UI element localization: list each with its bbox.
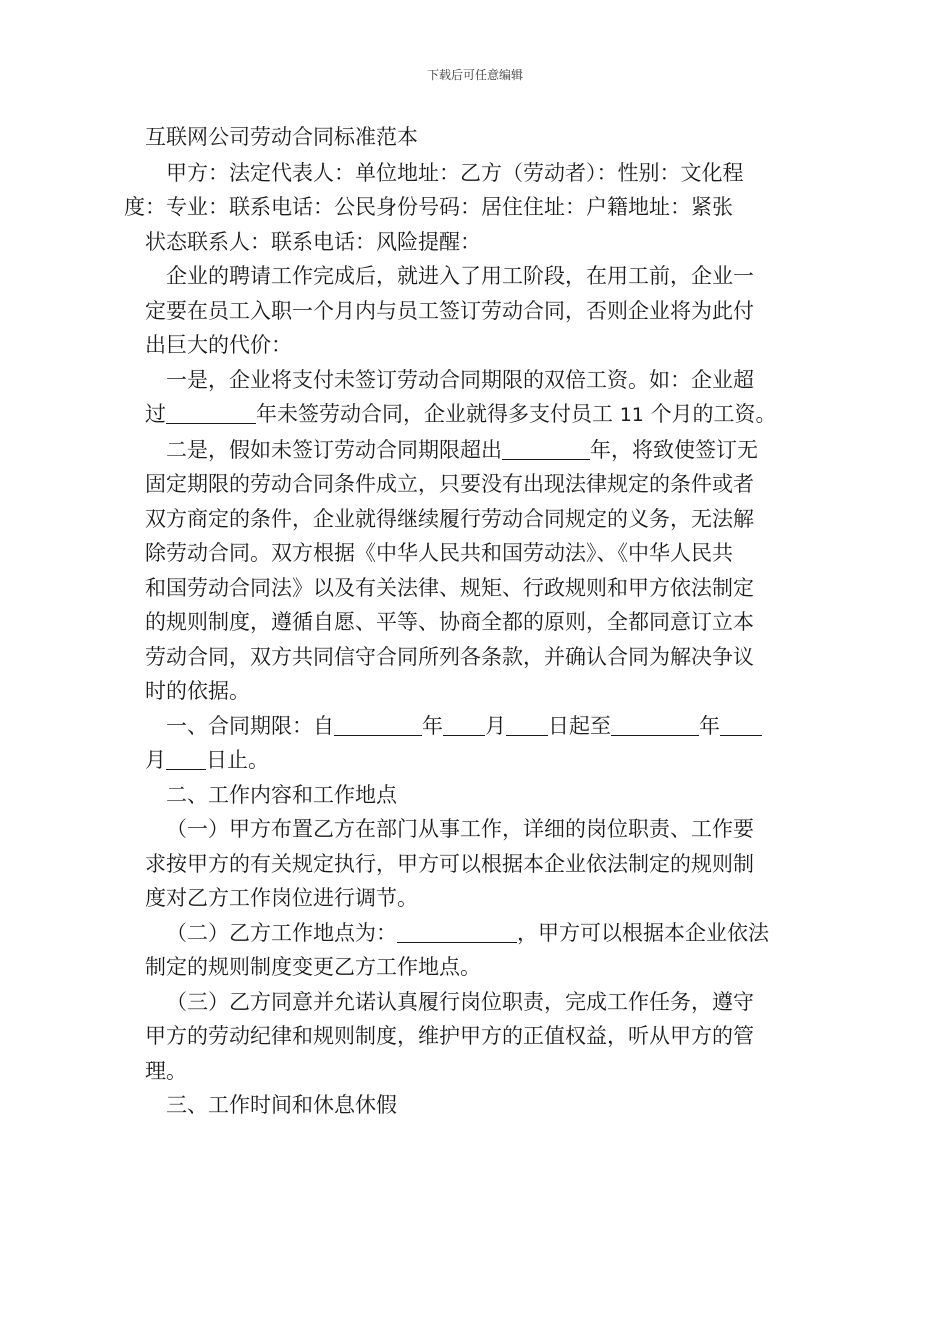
text-line: 劳动合同，双方共同信守合同所列各条款，并确认合同为解决争议 bbox=[145, 644, 754, 669]
consequence-one-paragraph bbox=[145, 363, 807, 433]
blank-exceed-years-field[interactable] bbox=[502, 439, 590, 460]
text-segment: 年 bbox=[699, 713, 720, 738]
text-segment: 年，将致使签订无 bbox=[590, 437, 758, 462]
text-segment: 年未签劳动合同，企业就得多支付员工 bbox=[256, 402, 613, 426]
text-line bbox=[145, 709, 807, 744]
text-line: 定要在员工入职一个月内与员工签订劳动合同，否则企业将为此付 bbox=[145, 298, 754, 323]
document-body bbox=[124, 120, 807, 1123]
text-line: 状态联系人：联系电话：风险提醒： bbox=[145, 229, 481, 254]
text-segment: （二）乙方工作地点为： bbox=[166, 920, 397, 945]
parties-paragraph bbox=[124, 156, 807, 260]
blank-end-month-field[interactable] bbox=[720, 715, 762, 736]
section-2-heading: 二、工作内容和工作地点 bbox=[166, 782, 397, 807]
text-segment: 二是，假如未签订劳动合同期限超出 bbox=[166, 437, 502, 462]
text-line: 度：专业：联系电话：公民身份号码：居住住址：户籍地址：紧张 bbox=[124, 195, 733, 219]
text-line: 时的依据。 bbox=[145, 679, 250, 703]
text-line: 理。 bbox=[145, 1058, 187, 1083]
text-segment: 月 bbox=[485, 713, 506, 738]
section-2-item-3 bbox=[145, 985, 807, 1089]
text-line: （一）甲方布置乙方在部门从事工作，详细的岗位职责、工作要 bbox=[166, 817, 754, 841]
text-segment: 一、合同期限：自 bbox=[166, 713, 334, 738]
text-line: 出巨大的代价： bbox=[145, 333, 292, 357]
text-segment: 个月的工资。 bbox=[650, 402, 777, 426]
text-segment: 过 bbox=[145, 402, 166, 426]
contract-term-paragraph bbox=[145, 709, 807, 778]
text-line: 制定的规则制度变更乙方工作地点。 bbox=[145, 955, 481, 979]
text-line: 求按甲方的有关规定执行，甲方可以根据本企业依法制定的规则制 bbox=[145, 851, 754, 876]
blank-start-month-field[interactable] bbox=[443, 715, 485, 736]
section-3-heading: 三、工作时间和休息休假 bbox=[166, 1093, 397, 1117]
blank-start-day-field[interactable] bbox=[506, 715, 548, 736]
blank-end-year-field[interactable] bbox=[611, 715, 699, 736]
text-line bbox=[124, 743, 807, 778]
risk-paragraph bbox=[145, 259, 807, 363]
text-line: 固定期限的劳动合同条件成立，只要没有出现法律规定的条件或者 bbox=[145, 472, 754, 496]
text-line bbox=[124, 397, 807, 433]
blank-work-location-field[interactable] bbox=[397, 922, 517, 943]
text-line: 一是，企业将支付未签订劳动合同期限的双倍工资。如：企业超 bbox=[166, 367, 754, 392]
text-line: 除劳动合同。双方根据《中华人民共和国劳动法》、《中华人民共 bbox=[145, 541, 733, 565]
section-2-item-2 bbox=[145, 916, 807, 985]
text-line: 的规则制度，遵循自愿、平等、协商全都的原则，全都同意订立本 bbox=[145, 610, 754, 634]
blank-start-year-field[interactable] bbox=[334, 715, 422, 736]
text-segment: ，甲方可以根据本企业依法 bbox=[517, 920, 769, 945]
text-line: 企业的聘请工作完成后，就进入了用工阶段，在用工前，企业一 bbox=[166, 264, 754, 288]
document-title: 互联网公司劳动合同标准范本 bbox=[145, 125, 418, 149]
text-segment: 日止。 bbox=[206, 748, 269, 772]
text-line: 甲方：法定代表人：单位地址：乙方（劳动者）：性别：文化程 bbox=[166, 160, 744, 185]
page-header-note: 下载后可任意编辑 bbox=[426, 68, 523, 82]
blank-years-field[interactable] bbox=[166, 403, 256, 424]
text-line: （三）乙方同意并允诺认真履行岗位职责，完成工作任务，遵守 bbox=[166, 989, 754, 1014]
blank-end-day-field[interactable] bbox=[166, 749, 206, 770]
text-line: 双方商定的条件，企业就得继续履行劳动合同规定的义务，无法解 bbox=[145, 506, 754, 531]
text-line bbox=[145, 433, 807, 468]
text-line: 和国劳动合同法》以及有关法律、规矩、行政规则和甲方依法制定 bbox=[145, 575, 754, 600]
text-line: 度对乙方工作岗位进行调节。 bbox=[145, 886, 418, 910]
consequence-two-paragraph bbox=[145, 433, 807, 709]
text-segment: 日起至 bbox=[548, 713, 611, 738]
section-2-item-1 bbox=[145, 812, 807, 916]
text-line: 甲方的劳动纪律和规则制度，维护甲方的正值权益，听从甲方的管 bbox=[145, 1024, 754, 1048]
text-segment: 年 bbox=[422, 713, 443, 738]
text-segment: 月 bbox=[145, 748, 166, 772]
text-line bbox=[166, 916, 807, 951]
months-number: 11 bbox=[619, 404, 644, 426]
